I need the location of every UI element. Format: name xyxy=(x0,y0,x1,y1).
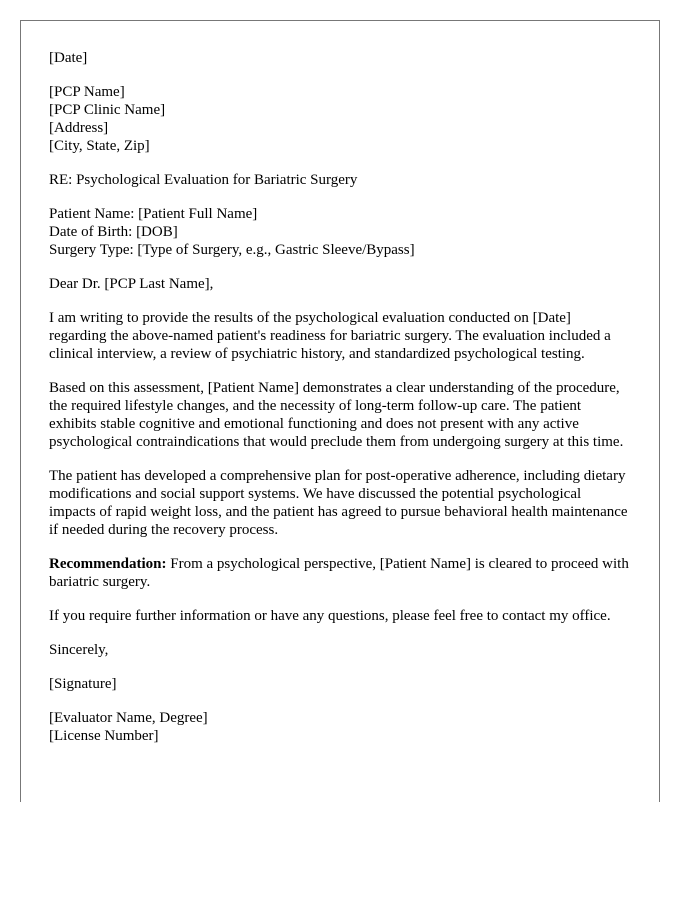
evaluator-name-degree: [Evaluator Name, Degree] xyxy=(49,710,208,726)
recipient-clinic: [PCP Clinic Name] xyxy=(49,102,166,118)
recommendation-label: Recommendation: xyxy=(49,556,167,572)
letter-date xyxy=(49,49,631,67)
salutation xyxy=(49,275,631,293)
subject-line xyxy=(49,171,631,189)
recipient-address-line: [Address] xyxy=(49,120,109,136)
paragraph-contact: If you require further information or have any questions, please feel free to contact my office. xyxy=(49,608,611,624)
evaluator-license: [License Number] xyxy=(49,728,159,744)
subject-text: RE: Psychological Evaluation for Bariatric Surgery xyxy=(49,172,358,188)
signature-text: [Signature] xyxy=(49,676,117,692)
closing xyxy=(49,641,631,659)
recommendation-text: From a psychological perspective, [Patient Name] is cleared to proceed with bariatric surgery. xyxy=(49,556,629,590)
patient-name-line: Patient Name: [Patient Full Name] xyxy=(49,206,258,222)
paragraph-evaluation: I am writing to provide the results of the psychological evaluation conducted on [Date] regarding the above-named patient's readiness for bariatric surgery. The evaluation included a clinical interview, a review of psychiatric history, and standardized psychological testing. xyxy=(49,310,611,362)
recipient-name: [PCP Name] xyxy=(49,84,125,100)
recipient-address xyxy=(49,83,631,155)
letter-page xyxy=(20,20,660,802)
paragraph-recommendation xyxy=(49,555,631,591)
patient-surgery-line: Surgery Type: [Type of Surgery, e.g., Gastric Sleeve/Bypass] xyxy=(49,242,415,258)
date-text: [Date] xyxy=(49,50,88,66)
patient-dob-line: Date of Birth: [DOB] xyxy=(49,224,178,240)
recipient-city-state-zip: [City, State, Zip] xyxy=(49,138,150,154)
evaluator-info xyxy=(49,709,631,745)
paragraph-assessment: Based on this assessment, [Patient Name] demonstrates a clear understanding of the procedure, the required lifestyle changes, and the necessity of long-term follow-up care. The patient exhibits stable cognitive and emotional functioning and does not present with any active psychological contraindications that would preclude them from undergoing surgery at this time. xyxy=(49,380,624,450)
paragraph-adherence: The patient has developed a comprehensive plan for post-operative adherence, including dietary modifications and social support systems. We have discussed the potential psychological impacts of rapid weight loss, and the patient has agreed to pursue behavioral health maintenance if needed during the recovery process. xyxy=(49,468,628,538)
patient-info xyxy=(49,205,631,259)
salutation-text: Dear Dr. [PCP Last Name], xyxy=(49,276,214,292)
closing-text: Sincerely, xyxy=(49,642,109,658)
signature-block xyxy=(49,675,631,693)
